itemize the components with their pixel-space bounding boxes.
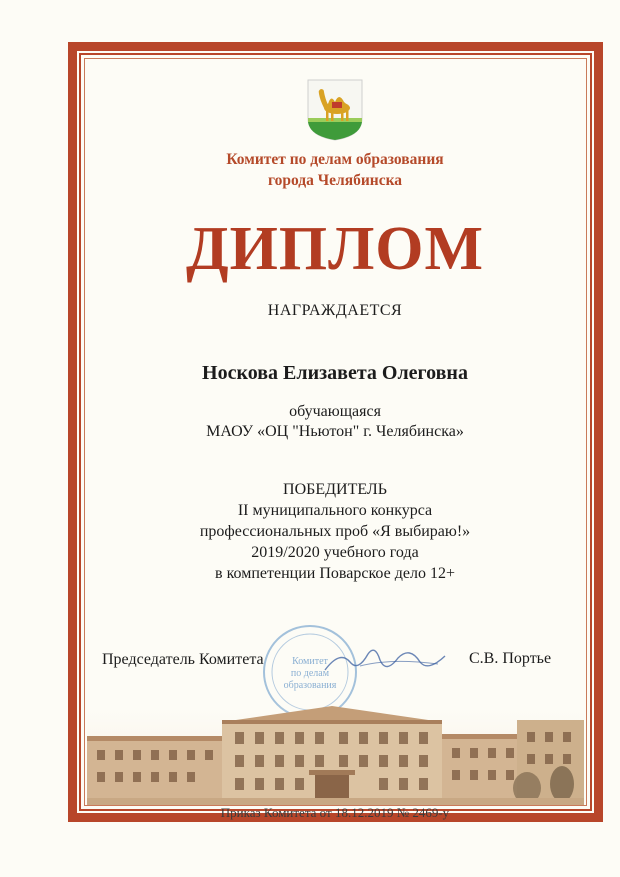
- awarded-label: НАГРАЖДАЕТСЯ: [267, 302, 403, 319]
- stamp-text-1: Комитет: [292, 656, 328, 667]
- city-crest-icon: [306, 78, 364, 142]
- signatory-name: С.В. Портье: [469, 650, 552, 667]
- achievement-status: ПОБЕДИТЕЛЬ: [283, 481, 387, 498]
- committee-line-2: города Челябинска: [267, 172, 403, 189]
- stamp-text-3: образования: [283, 680, 337, 691]
- achievement-line-4: в компетенции Поварское дело 12+: [215, 565, 455, 582]
- student-school: МАОУ «ОЦ "Ньютон" г. Челябинска»: [206, 423, 464, 440]
- signature-icon: [320, 640, 450, 680]
- achievement-line-3: 2019/2020 учебного года: [251, 544, 419, 561]
- diploma-title: ДИПЛОМ: [185, 215, 485, 283]
- signatory-position: Председатель Комитета: [102, 651, 264, 668]
- order-reference: Приказ Комитета от 18.12.2019 № 2469-у: [220, 805, 450, 820]
- student-role: обучающаяся: [289, 403, 381, 420]
- school-building-image: [87, 700, 584, 805]
- achievement-line-2: профессиональных проб «Я выбираю!»: [199, 523, 471, 540]
- stamp-text-2: по делам: [290, 668, 330, 679]
- achievement-line-1: II муниципального конкурса: [237, 502, 433, 519]
- recipient-name: Носкова Елизавета Олеговна: [202, 362, 468, 384]
- committee-line-1: Комитет по делам образования: [226, 151, 444, 168]
